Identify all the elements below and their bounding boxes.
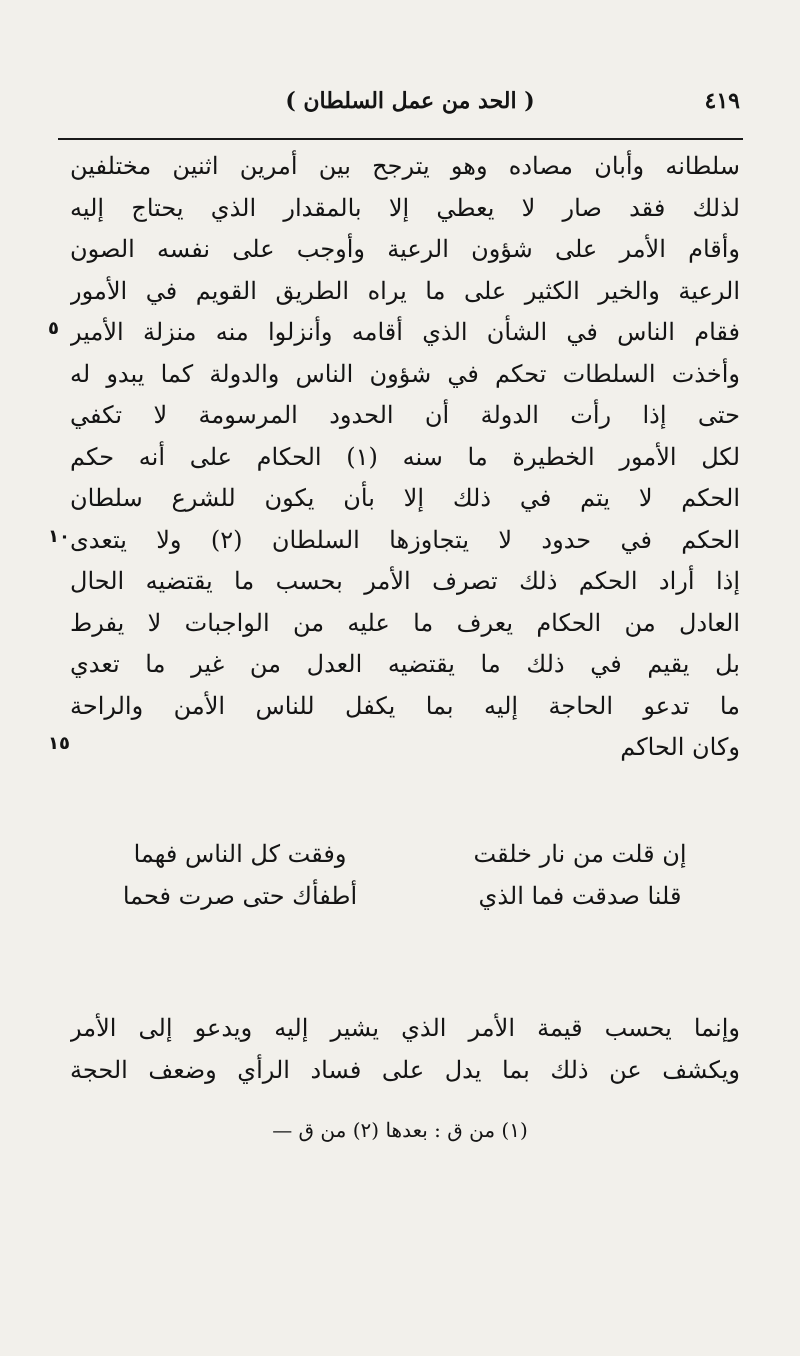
running-title: ( الحد من عمل السلطان ) <box>285 88 535 114</box>
verse-first-hemistich: قلنا صدقت فما الذي <box>478 882 682 910</box>
line-number-5: ٥ <box>48 318 59 339</box>
text-line: حتى إذا رأت الدولة أن الحدود المرسومة لا تكفي <box>70 401 740 429</box>
poem-verses <box>110 840 710 924</box>
text-line: ما تدعو الحاجة إليه بما يكفل للناس الأمن والراحة <box>70 691 740 720</box>
closing-text <box>70 1008 740 1091</box>
page-number: ٤١٩ <box>704 88 740 114</box>
text-line: ويكشف عن ذلك بما يدل على فساد الرأي وضعف الحجة <box>70 1055 740 1084</box>
line-number-15: ١٥ <box>48 733 70 754</box>
line-number-10: ١٠ <box>48 526 70 547</box>
text-line: وإنما يحسب قيمة الأمر الذي يشير إليه ويدعو إلى الأمر <box>70 1014 740 1042</box>
text-line: بل يقيم في ذلك ما يقتضيه العدل من غير ما تعدي <box>70 650 740 678</box>
text-line: العادل من الحكام يعرف ما عليه من الواجبات لا يفرط <box>70 608 740 637</box>
text-line: الرعية والخير الكثير على ما يراه الطريق القويم في الأمور <box>70 276 740 305</box>
verse-line <box>110 882 710 924</box>
text-line: لكل الأمور الخطيرة ما سنه (١) الحكام على أنه حكم <box>70 442 740 471</box>
text-line: فقام الناس في الشأن الذي أقامه وأنزلوا منه منزلة الأمير <box>70 318 740 346</box>
verse-second-hemistich: أطفأك حتى صرت فحما <box>122 882 358 910</box>
text-line: وأخذت السلطات تحكم في شؤون الناس والدولة كما يبدو له <box>70 359 740 388</box>
main-text <box>70 146 740 769</box>
verse-first-hemistich: إن قلت من نار خلقت <box>473 840 687 868</box>
verse-line <box>110 840 710 882</box>
text-line: وكان الحاكم <box>620 733 740 761</box>
text-line: سلطانه وأبان مصاده وهو يترجح بين أمرين اثنين مختلفين <box>70 152 740 180</box>
text-line: إذا أراد الحكم ذلك تصرف الأمر بحسب ما يقتضيه الحال <box>70 567 740 595</box>
text-line: وأقام الأمر على شؤون الرعية وأوجب على نفسه الصون <box>70 235 740 263</box>
footnote: (١) من ق : بعدها (٢) من ق — <box>272 1118 528 1142</box>
text-line: الحكم في حدود لا يتجاوزها السلطان (٢) ولا يتعدى <box>70 525 740 554</box>
header-rule <box>58 138 743 140</box>
running-header <box>60 88 740 128</box>
text-line: الحكم لا يتم في ذلك إلا بأن يكون للشرع سلطان <box>70 484 740 512</box>
verse-second-hemistich: وفقت كل الناس فهما <box>133 840 347 868</box>
text-line: لذلك فقد صار لا يعطي إلا بالمقدار الذي يحتاج إليه <box>70 193 740 222</box>
